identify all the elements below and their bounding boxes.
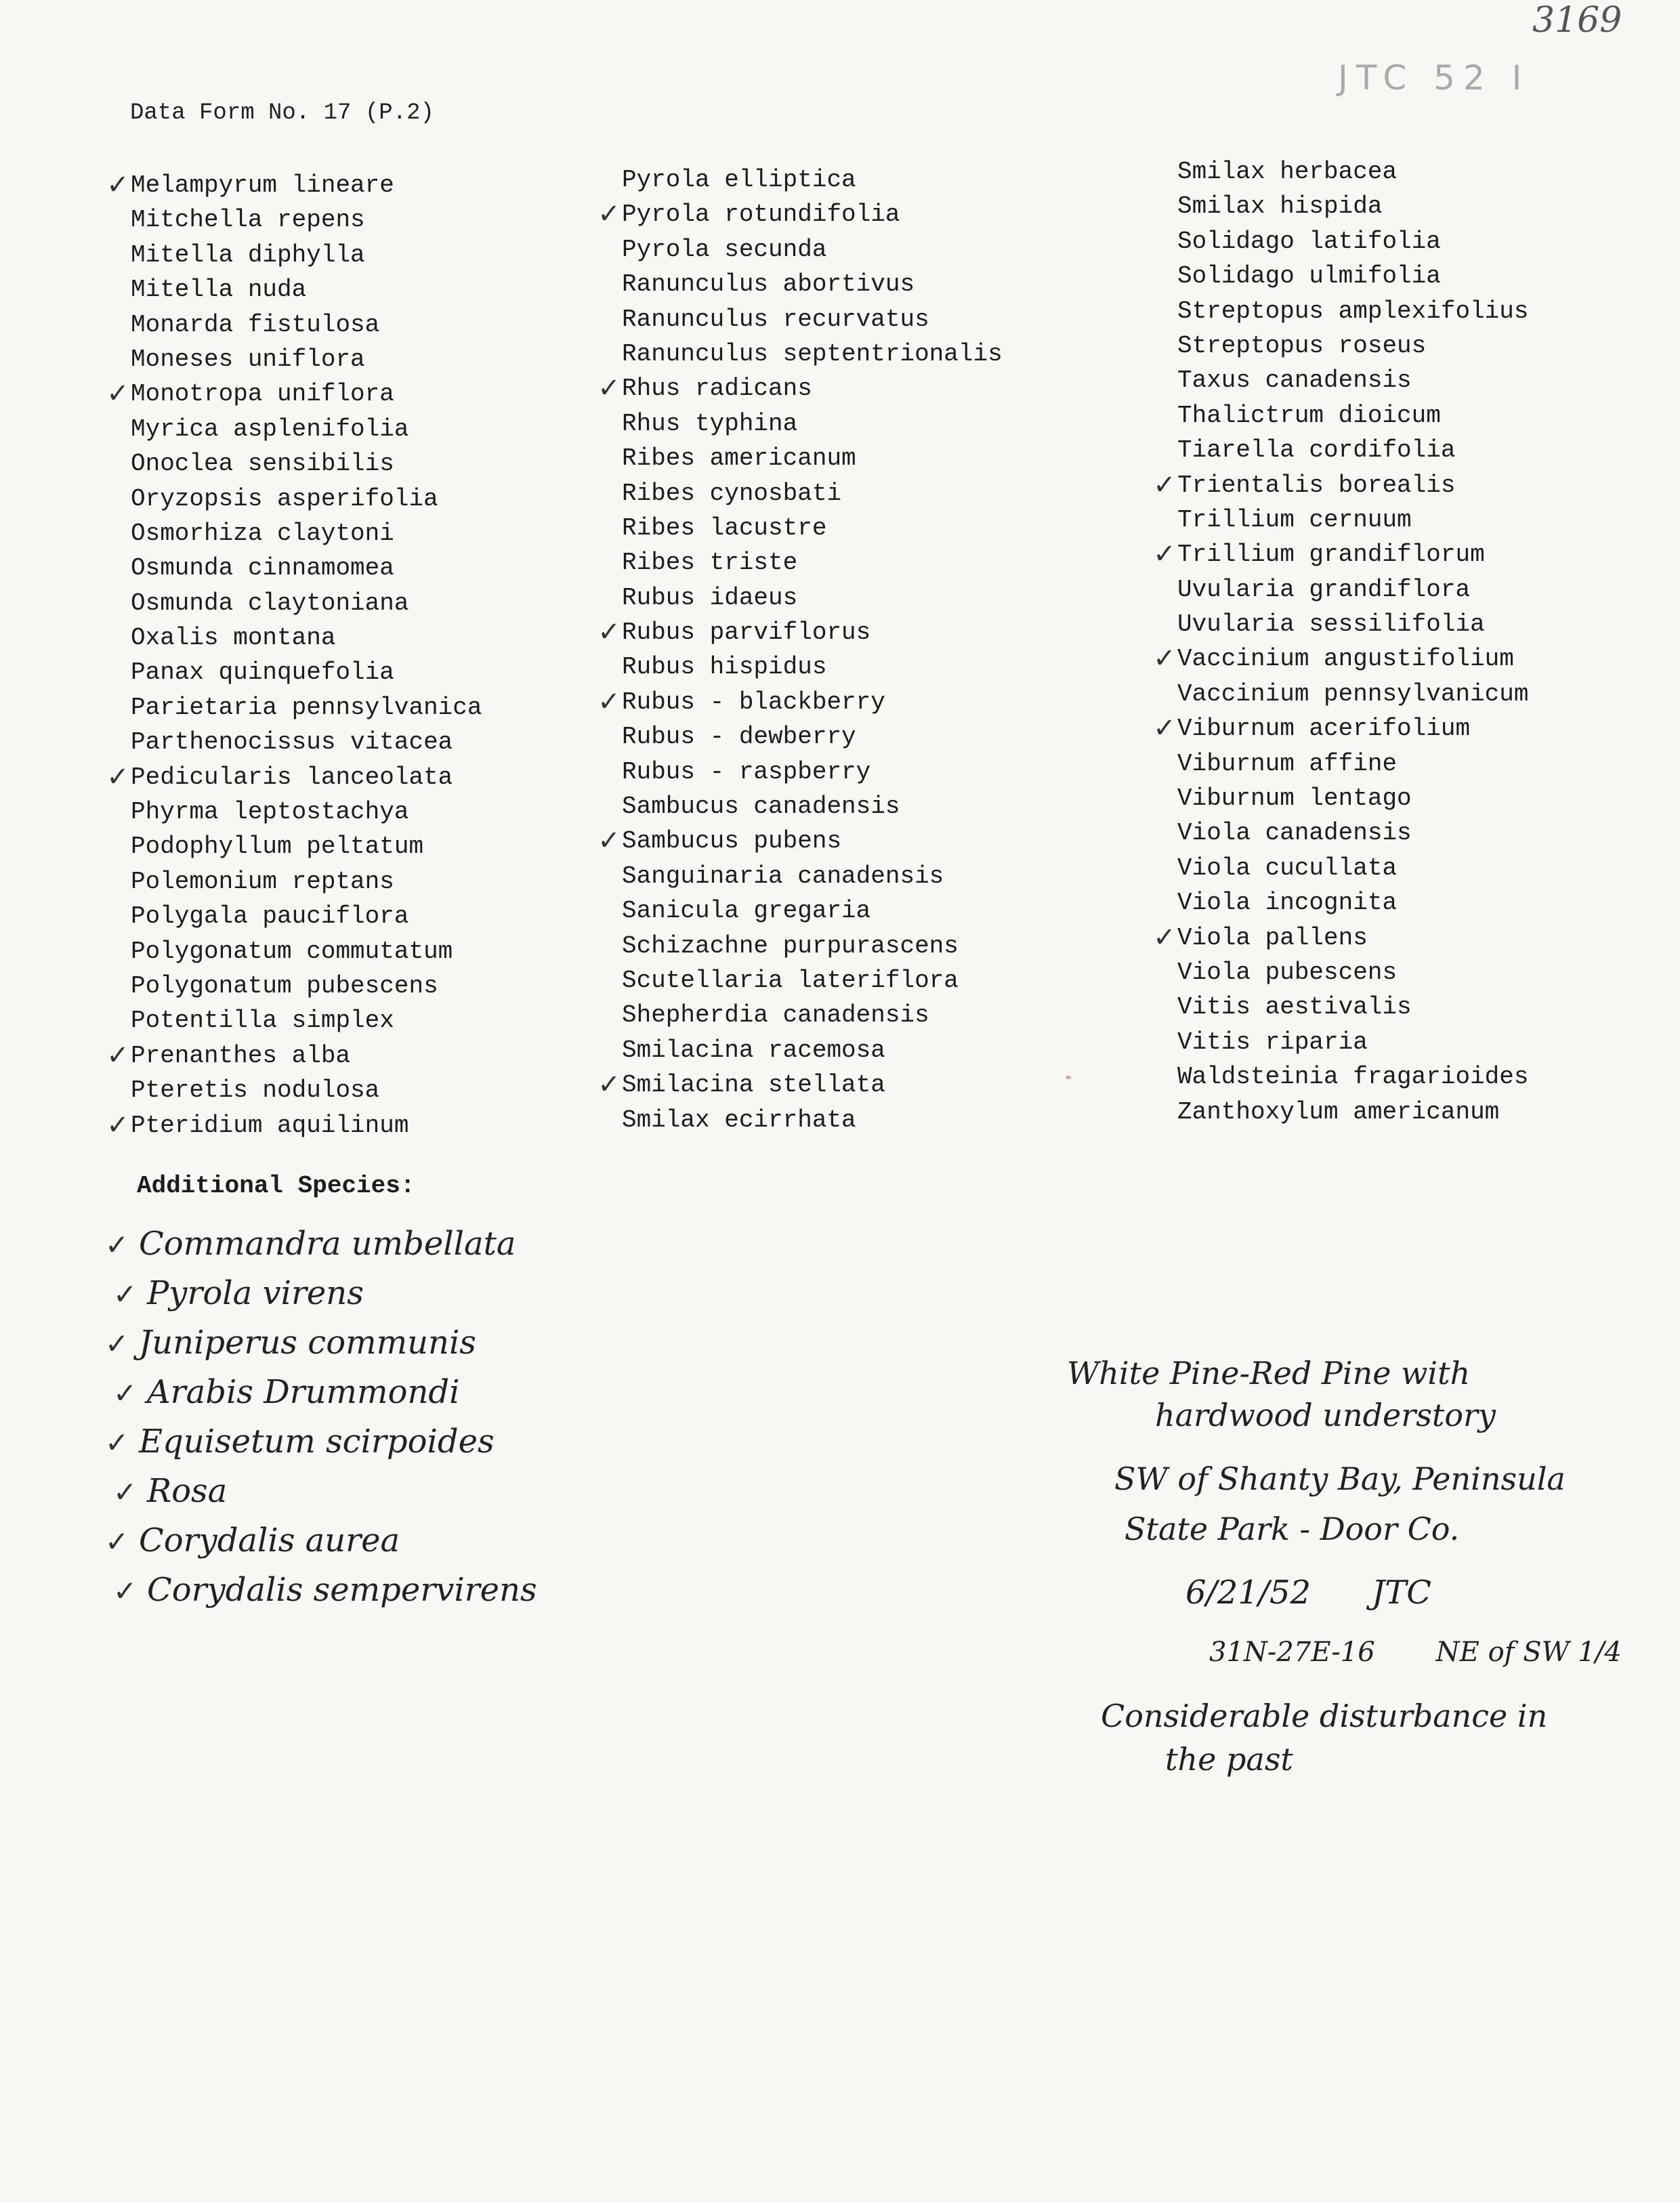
species-row (596, 615, 1003, 650)
species-row (105, 969, 482, 1003)
check-mark-icon: ✓ (106, 169, 129, 201)
additional-species-item (113, 1566, 537, 1615)
species-row (1152, 433, 1528, 467)
species-row (1152, 294, 1528, 329)
species-name: Mitella nuda (131, 276, 307, 304)
additional-species-name: Rosa (147, 1472, 228, 1510)
additional-species-name: Commandra umbellata (139, 1225, 516, 1263)
species-row (596, 998, 1003, 1032)
species-name: Pedicularis lanceolata (131, 763, 453, 791)
species-name: Rubus hispidus (622, 653, 827, 681)
species-name: Shepherdia canadensis (622, 1001, 929, 1030)
additional-species-name: Corydalis aurea (139, 1522, 400, 1559)
species-name: Podophyllum peltatum (131, 833, 424, 861)
species-name: Viola pallens (1177, 923, 1368, 952)
species-name: Streptopus amplexifolius (1177, 297, 1529, 325)
species-row (596, 337, 1003, 371)
check-mark-icon: ✓ (106, 1039, 129, 1071)
species-row (105, 412, 482, 446)
species-name: Vaccinium pennsylvanicum (1177, 679, 1529, 708)
species-row (1152, 955, 1528, 990)
archive-code: JTC 52 I (1338, 58, 1530, 98)
species-name: Moneses uniflora (131, 345, 365, 373)
species-row (596, 197, 1003, 232)
species-name: Streptopus roseus (1177, 331, 1427, 360)
species-name: Melampyrum lineare (131, 171, 394, 199)
species-name: Rubus idaeus (622, 583, 798, 612)
species-name: Viburnum lentago (1177, 784, 1412, 813)
species-name: Ribes cynosbati (622, 479, 842, 507)
species-name: Monarda fistulosa (131, 310, 380, 339)
species-row (1152, 468, 1528, 503)
species-name: Smilacina stellata (622, 1071, 885, 1099)
species-name: Osmorhiza claytoni (131, 519, 394, 547)
species-row (105, 795, 482, 829)
species-row (1152, 711, 1528, 746)
species-row (596, 441, 1003, 476)
species-row (596, 894, 1003, 928)
species-column-2 (596, 163, 1003, 1137)
species-row (596, 163, 1003, 197)
species-name: Sambucus canadensis (622, 793, 900, 821)
additional-species-name: Pyrola virens (147, 1274, 364, 1312)
species-name: Trillium cernuum (1177, 505, 1412, 534)
species-row (105, 308, 482, 342)
species-row (1152, 885, 1528, 920)
species-row (596, 859, 1003, 894)
species-name: Smilacina racemosa (622, 1036, 885, 1064)
species-name: Smilax hispida (1177, 192, 1383, 221)
note-township: 31N-27E-16 (1209, 1637, 1375, 1668)
note-date-line (1185, 1568, 1622, 1618)
species-row (105, 551, 482, 585)
species-name: Viola cucullata (1177, 854, 1398, 882)
species-row (1152, 1025, 1528, 1059)
species-name: Trientalis borealis (1177, 471, 1456, 499)
species-name: Scutellaria lateriflora (622, 966, 959, 994)
species-row (105, 1003, 482, 1038)
check-mark-icon: ✓ (597, 373, 621, 404)
species-row (1152, 537, 1528, 572)
note-disturbance-cont: the past (1165, 1741, 1293, 1778)
species-row (1152, 154, 1528, 189)
species-row (596, 929, 1003, 963)
species-name: Ranunculus septentrionalis (622, 339, 1003, 368)
note-location: SW of Shanty Bay, Peninsula (1114, 1461, 1566, 1497)
check-mark-icon: ✓ (105, 1228, 129, 1261)
additional-species-list (105, 1219, 537, 1615)
check-mark-icon: ✓ (597, 198, 621, 230)
species-name: Polygala pauciflora (131, 902, 409, 931)
species-name: Phyrma leptostachya (131, 798, 409, 826)
species-name: Solidago ulmifolia (1177, 262, 1441, 291)
species-row (105, 342, 482, 377)
species-name: Tiarella cordifolia (1177, 436, 1456, 465)
species-row (1152, 607, 1528, 642)
species-row (596, 685, 1003, 719)
species-row (1152, 1059, 1528, 1094)
additional-species-item (105, 1417, 537, 1467)
species-row (105, 1038, 482, 1073)
note-date: 6/21/52 (1185, 1574, 1311, 1612)
species-row (596, 719, 1003, 754)
check-mark-icon: ✓ (1153, 469, 1176, 501)
check-mark-icon: ✓ (106, 378, 129, 410)
species-row (105, 446, 482, 481)
species-row (596, 963, 1003, 998)
species-name: Vitis riparia (1177, 1028, 1368, 1056)
species-row (1152, 572, 1528, 607)
species-name: Monotropa uniflora (131, 380, 394, 408)
species-row (596, 650, 1003, 684)
note-legal-location (1209, 1627, 1622, 1677)
check-mark-icon: ✓ (597, 1069, 621, 1101)
check-mark-icon: ✓ (113, 1475, 138, 1509)
additional-species-name: Arabis Drummondi (147, 1373, 460, 1411)
species-row (1152, 189, 1528, 224)
species-name: Mitella diphylla (131, 240, 365, 269)
species-row (1152, 224, 1528, 259)
species-name: Parthenocissus vitacea (131, 728, 453, 757)
species-row (596, 1033, 1003, 1068)
species-row (105, 168, 482, 203)
check-mark-icon: ✓ (1153, 921, 1176, 953)
species-column-1 (105, 168, 482, 1143)
species-row (105, 725, 482, 759)
species-row (596, 789, 1003, 824)
species-name: Schizachne purpurascens (622, 931, 959, 960)
species-row (105, 621, 482, 655)
species-row (1152, 747, 1528, 781)
form-title: Data Form No. 17 (P.2) (130, 100, 434, 126)
species-row (1152, 642, 1528, 676)
additional-species-name: Juniperus communis (139, 1324, 476, 1362)
species-name: Viburnum acerifolium (1177, 715, 1471, 743)
species-row (1152, 781, 1528, 816)
species-row (105, 934, 482, 969)
additional-species-name: Equisetum scirpoides (139, 1423, 495, 1461)
note-initials: JTC (1372, 1574, 1432, 1612)
species-name: Sambucus pubens (622, 827, 842, 856)
species-name: Pyrola secunda (622, 235, 827, 264)
check-mark-icon: ✓ (1153, 643, 1176, 675)
species-name: Viburnum affine (1177, 749, 1398, 778)
species-row (105, 1108, 482, 1143)
species-name: Rubus - dewberry (622, 723, 856, 751)
check-mark-icon: ✓ (597, 686, 621, 717)
species-row (596, 232, 1003, 267)
additional-species-item (113, 1269, 537, 1318)
species-name: Solidago latifolia (1177, 227, 1441, 255)
species-row (596, 476, 1003, 511)
species-row (1152, 363, 1528, 398)
species-name: Rubus - blackberry (622, 688, 885, 716)
species-name: Prenanthes alba (131, 1041, 351, 1070)
species-row (105, 586, 482, 621)
species-row (105, 1073, 482, 1108)
species-row (596, 511, 1003, 545)
species-name: Uvularia grandiflora (1177, 575, 1471, 604)
check-mark-icon: ✓ (1153, 539, 1176, 570)
species-row (596, 824, 1003, 858)
species-row (105, 690, 482, 725)
species-row (1152, 398, 1528, 433)
species-name: Polygonatum pubescens (131, 971, 438, 1000)
species-name: Uvularia sessilifolia (1177, 610, 1485, 639)
species-name: Myrica asplenifolia (131, 415, 409, 443)
additional-species-item (105, 1516, 537, 1566)
species-name: Vitis aestivalis (1177, 993, 1412, 1022)
species-row (105, 272, 482, 307)
additional-species-item (113, 1368, 537, 1417)
species-name: Pteretis nodulosa (131, 1076, 380, 1105)
species-name: Osmunda cinnamomea (131, 554, 394, 583)
species-row (1152, 851, 1528, 885)
check-mark-icon: ✓ (105, 1327, 129, 1360)
species-name: Vaccinium angustifolium (1177, 645, 1514, 673)
species-name: Pyrola elliptica (622, 166, 856, 194)
species-row (105, 516, 482, 551)
species-name: Thalictrum dioicum (1177, 401, 1441, 429)
species-name: Pyrola rotundifolia (622, 201, 900, 229)
species-row (1152, 259, 1528, 293)
species-name: Sanicula gregaria (622, 897, 871, 925)
additional-species-item (105, 1318, 537, 1368)
species-row (596, 1068, 1003, 1102)
check-mark-icon: ✓ (106, 761, 129, 793)
species-row (1152, 990, 1528, 1024)
species-name: Oxalis montana (131, 624, 336, 652)
species-row (105, 829, 482, 864)
species-name: Panax quinquefolia (131, 658, 394, 687)
species-name: Mitchella repens (131, 206, 365, 234)
species-name: Smilax ecirrhata (622, 1106, 856, 1134)
species-row (1152, 677, 1528, 711)
species-name: Rhus typhina (622, 409, 798, 438)
species-name: Rubus parviflorus (622, 618, 871, 647)
species-row (105, 377, 482, 411)
species-name: Rubus - raspberry (622, 757, 871, 786)
species-row (596, 406, 1003, 441)
species-name: Ranunculus abortivus (622, 270, 915, 299)
species-row (105, 760, 482, 795)
species-name: Sanguinaria canadensis (622, 862, 944, 890)
species-name: Ranunculus recurvatus (622, 305, 929, 333)
species-row (1152, 329, 1528, 363)
note-vegetation-type: White Pine-Red Pine with (1067, 1355, 1471, 1391)
species-name: Trillium grandiflorum (1177, 541, 1485, 569)
species-name: Potentilla simplex (131, 1007, 394, 1035)
species-name: Ribes lacustre (622, 513, 827, 542)
note-disturbance: Considerable disturbance in (1101, 1698, 1548, 1734)
ink-smudge (1066, 1076, 1071, 1079)
species-name: Viola incognita (1177, 889, 1398, 917)
check-mark-icon: ✓ (113, 1278, 138, 1311)
additional-species-item (113, 1467, 537, 1516)
species-name: Ribes triste (622, 549, 798, 577)
species-name: Viola canadensis (1177, 819, 1412, 847)
species-row (105, 864, 482, 899)
site-notes (1067, 1348, 1622, 1784)
species-row (105, 899, 482, 933)
species-name: Onoclea sensibilis (131, 450, 394, 478)
species-name: Ribes americanum (622, 444, 856, 473)
species-name: Polemonium reptans (131, 867, 394, 896)
check-mark-icon: ✓ (105, 1426, 129, 1459)
check-mark-icon: ✓ (113, 1377, 138, 1410)
check-mark-icon: ✓ (597, 616, 621, 648)
species-row (105, 238, 482, 272)
note-quarter: NE of SW 1/4 (1435, 1637, 1622, 1668)
species-name: Polygonatum commutatum (131, 937, 453, 965)
species-name: Pteridium aquilinum (131, 1111, 409, 1139)
species-name: Viola pubescens (1177, 958, 1398, 986)
species-name: Smilax herbacea (1177, 158, 1398, 186)
species-row (596, 1103, 1003, 1137)
species-name: Oryzopsis asperifolia (131, 484, 438, 513)
species-name: Parietaria pennsylvanica (131, 693, 482, 721)
species-row (1152, 1095, 1528, 1129)
species-name: Rhus radicans (622, 375, 812, 403)
species-row (596, 267, 1003, 301)
species-column-3 (1152, 154, 1528, 1129)
page-number: 3169 (1532, 0, 1622, 41)
species-name: Zanthoxylum americanum (1177, 1097, 1500, 1126)
species-name: Waldsteinia fragarioides (1177, 1063, 1529, 1091)
species-row (1152, 503, 1528, 537)
species-row (596, 755, 1003, 789)
species-name: Taxus canadensis (1177, 366, 1412, 395)
species-row (596, 581, 1003, 615)
species-row (1152, 816, 1528, 850)
check-mark-icon: ✓ (106, 1109, 129, 1141)
species-name: Osmunda claytoniana (131, 589, 409, 617)
species-row (105, 655, 482, 690)
check-mark-icon: ✓ (597, 825, 621, 857)
additional-species-name: Corydalis sempervirens (147, 1571, 537, 1609)
species-row (1152, 921, 1528, 955)
check-mark-icon: ✓ (1153, 713, 1176, 744)
check-mark-icon: ✓ (113, 1574, 138, 1608)
additional-species-heading: Additional Species: (137, 1172, 415, 1200)
species-row (596, 545, 1003, 580)
species-row (596, 371, 1003, 406)
check-mark-icon: ✓ (105, 1525, 129, 1558)
species-row (596, 302, 1003, 337)
additional-species-item (105, 1219, 537, 1269)
note-park: State Park - Door Co. (1125, 1511, 1460, 1547)
species-row (105, 203, 482, 237)
note-understory: hardwood understory (1155, 1397, 1496, 1433)
species-row (105, 482, 482, 516)
